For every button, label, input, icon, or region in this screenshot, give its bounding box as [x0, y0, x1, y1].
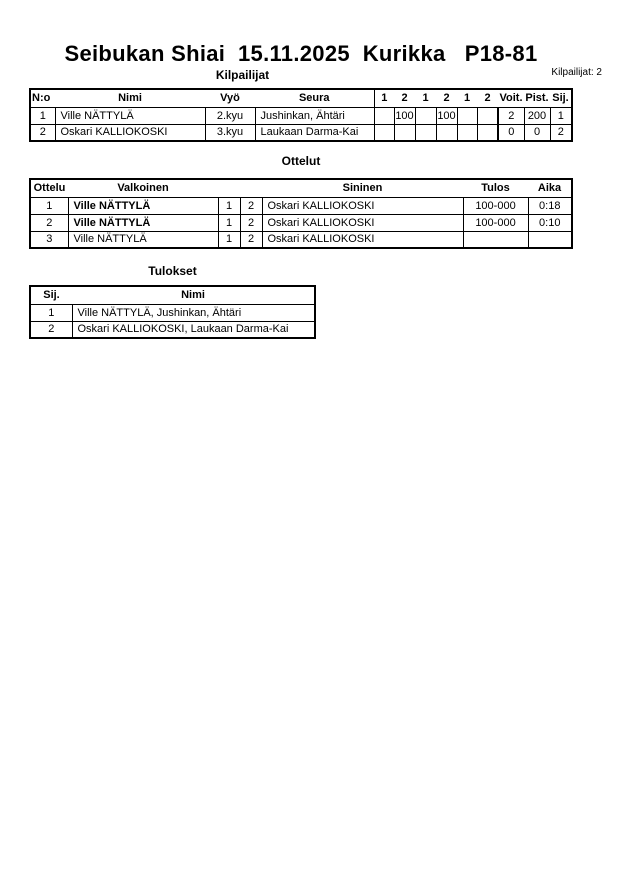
kilpailijat-table: [29, 88, 573, 142]
cell-sij: 2: [550, 124, 572, 141]
cell-score: [415, 107, 436, 124]
cell-valkoinen: Ville NÄTTYLÄ: [68, 231, 218, 248]
table-row: [30, 124, 572, 141]
cell-aika: 0:10: [528, 214, 572, 231]
col-header-score-1: 1: [374, 89, 394, 107]
col-header-score-6: 2: [477, 89, 498, 107]
table-row: [30, 304, 315, 321]
cell-voit: 2: [498, 107, 524, 124]
cell-corner-2: 2: [240, 197, 262, 214]
cell-sij: 2: [30, 321, 72, 338]
cell-score: [436, 124, 457, 141]
cell-ottelu-no: 3: [30, 231, 68, 248]
cell-sij: 1: [550, 107, 572, 124]
cell-tulos: 100-000: [463, 214, 528, 231]
col-header-nimi: Nimi: [55, 89, 205, 107]
cell-tulos: 100-000: [463, 197, 528, 214]
ottelut-table: [29, 178, 573, 249]
col-header-blank1: [218, 179, 240, 197]
cell-nimi: Oskari KALLIOKOSKI, Laukaan Darma-Kai: [72, 321, 315, 338]
cell-vyo: 3.kyu: [205, 124, 255, 141]
cell-valkoinen: Ville NÄTTYLÄ: [68, 197, 218, 214]
table-row: [30, 214, 572, 231]
cell-ottelu-no: 2: [30, 214, 68, 231]
cell-nimi: Oskari KALLIOKOSKI: [55, 124, 205, 141]
cell-corner-1: 1: [218, 214, 240, 231]
cell-corner-1: 1: [218, 197, 240, 214]
table-row: [30, 107, 572, 124]
ottelut-header-row: [30, 179, 572, 197]
col-header-sij: Sij.: [30, 286, 72, 304]
cell-corner-2: 2: [240, 231, 262, 248]
cell-nimi: Ville NÄTTYLÄ, Jushinkan, Ähtäri: [72, 304, 315, 321]
cell-no: 2: [30, 124, 55, 141]
cell-aika: [528, 231, 572, 248]
col-header-voit: Voit.: [498, 89, 524, 107]
cell-score: [374, 124, 394, 141]
cell-voit: 0: [498, 124, 524, 141]
cell-seura: Jushinkan, Ähtäri: [255, 107, 374, 124]
col-header-valkoinen: Valkoinen: [68, 179, 218, 197]
cell-corner-1: 1: [218, 231, 240, 248]
col-header-score-4: 2: [436, 89, 457, 107]
section-title-tulokset: Tulokset: [148, 264, 197, 278]
col-header-score-2: 2: [394, 89, 415, 107]
cell-score: 100: [436, 107, 457, 124]
cell-score: 100: [394, 107, 415, 124]
tulokset-table: [29, 285, 316, 339]
cell-corner-2: 2: [240, 214, 262, 231]
col-header-vyo: Vyö: [205, 89, 255, 107]
cell-score: [477, 124, 498, 141]
cell-score: [477, 107, 498, 124]
cell-valkoinen: Ville NÄTTYLÄ: [68, 214, 218, 231]
col-header-blank2: [240, 179, 262, 197]
col-header-no: N:o: [30, 89, 55, 107]
col-header-sininen: Sininen: [262, 179, 463, 197]
competitor-count: Kilpailijat: 2: [551, 67, 602, 78]
cell-pist: 200: [524, 107, 550, 124]
table-row: [30, 321, 315, 338]
tulokset-header-row: [30, 286, 315, 304]
col-header-score-5: 1: [457, 89, 477, 107]
cell-score: [457, 124, 477, 141]
table-row: [30, 197, 572, 214]
cell-sininen: Oskari KALLIOKOSKI: [262, 214, 463, 231]
cell-score: [415, 124, 436, 141]
col-header-sij: Sij.: [550, 89, 572, 107]
cell-aika: 0:18: [528, 197, 572, 214]
cell-tulos: [463, 231, 528, 248]
cell-score: [394, 124, 415, 141]
col-header-aika: Aika: [528, 179, 572, 197]
cell-no: 1: [30, 107, 55, 124]
page-title: Seibukan Shiai 15.11.2025 Kurikka P18-81: [64, 41, 538, 66]
cell-sininen: Oskari KALLIOKOSKI: [262, 197, 463, 214]
section-title-kilpailijat: Kilpailijat: [215, 68, 270, 82]
cell-seura: Laukaan Darma-Kai: [255, 124, 374, 141]
col-header-nimi: Nimi: [72, 286, 315, 304]
col-header-seura: Seura: [255, 89, 374, 107]
cell-ottelu-no: 1: [30, 197, 68, 214]
col-header-ottelu: Ottelu: [30, 179, 68, 197]
kilpailijat-header-row: [30, 89, 572, 107]
cell-score: [374, 107, 394, 124]
cell-pist: 0: [524, 124, 550, 141]
col-header-tulos: Tulos: [463, 179, 528, 197]
cell-sij: 1: [30, 304, 72, 321]
col-header-pist: Pist.: [524, 89, 550, 107]
cell-score: [457, 107, 477, 124]
cell-sininen: Oskari KALLIOKOSKI: [262, 231, 463, 248]
col-header-score-3: 1: [415, 89, 436, 107]
table-row: [30, 231, 572, 248]
section-title-ottelut: Ottelut: [281, 154, 321, 168]
cell-nimi: Ville NÄTTYLÄ: [55, 107, 205, 124]
cell-vyo: 2.kyu: [205, 107, 255, 124]
